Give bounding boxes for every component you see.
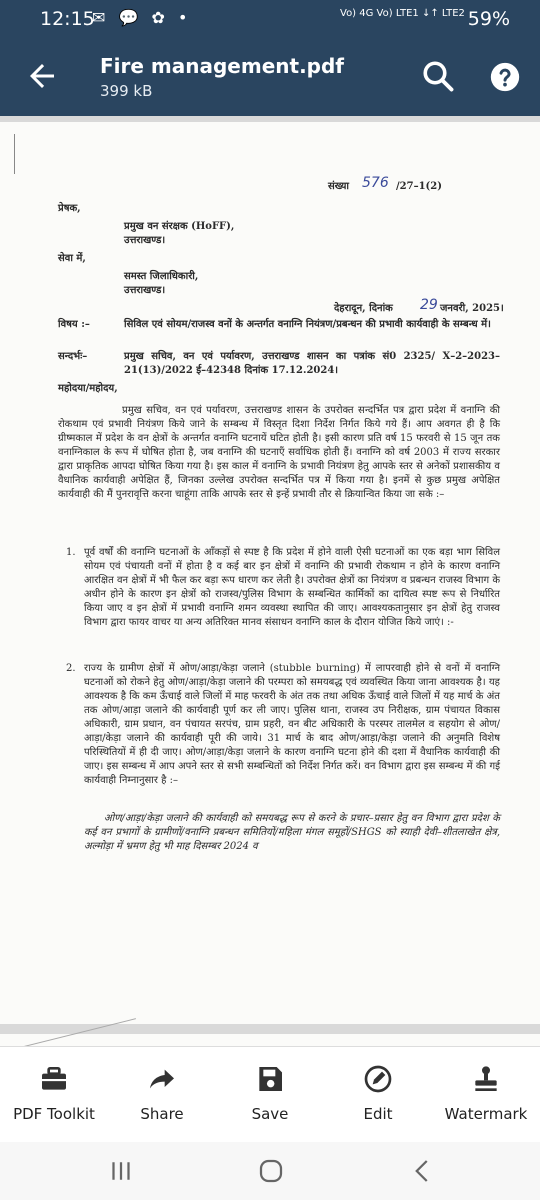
toolbox-icon bbox=[38, 1063, 70, 1095]
stamp-icon bbox=[470, 1063, 502, 1095]
help-icon[interactable] bbox=[488, 60, 522, 94]
sankhya-suffix: /27–1(2) bbox=[396, 181, 442, 192]
pdf-toolkit-button[interactable] bbox=[0, 1063, 108, 1123]
pdf-toolkit-label: PDF Toolkit bbox=[13, 1105, 95, 1123]
save-button[interactable] bbox=[216, 1063, 324, 1123]
save-label: Save bbox=[251, 1105, 289, 1123]
preshak-state: उत्तराखण्ड। bbox=[124, 235, 166, 246]
seva-label: सेवा में, bbox=[58, 253, 86, 264]
edit-button[interactable] bbox=[324, 1063, 432, 1123]
vishay-label: विषय :– bbox=[58, 319, 90, 330]
item-1-number: 1. bbox=[66, 547, 76, 558]
back-arrow-icon[interactable] bbox=[24, 58, 60, 94]
preshak-name: प्रमुख वन संरक्षक (HoFF), bbox=[124, 221, 235, 232]
status-bar bbox=[0, 0, 540, 38]
edit-icon bbox=[362, 1063, 394, 1095]
sankhya-handwritten: 576 bbox=[362, 175, 389, 191]
seva-name: समस्त जिलाधिकारी, bbox=[124, 271, 199, 282]
recents-icon[interactable] bbox=[106, 1156, 136, 1186]
bottom-toolbar bbox=[0, 1046, 540, 1143]
watermark-button[interactable] bbox=[432, 1063, 540, 1123]
preshak-label: प्रेषक, bbox=[58, 203, 81, 214]
vishay-text: सिविल एवं सोयम/राजस्व वनों के अन्तर्गत वनाग्नि नियंत्रण/प्रबन्धन की प्रभावी कार्यवाही के सम्बन्ध में। bbox=[124, 319, 491, 330]
page-mark bbox=[14, 134, 31, 174]
battery-level: 59% bbox=[467, 8, 510, 30]
sandarbh-text: प्रमुख सचिव, वन एवं पर्यावरण, उत्तराखण्ड शासन का पत्रांक सं0 2325/ X–2–2023–21(13)/2022 ई–42348 दिनांक 17.12.2024। bbox=[124, 351, 500, 376]
pdf-viewer[interactable] bbox=[0, 116, 540, 1046]
edit-label: Edit bbox=[363, 1105, 393, 1123]
network-indicator: Vo) 4G Vo) LTE1 ↓↑ LTE2 bbox=[340, 8, 465, 19]
seva-state: उत्तराखण्ड। bbox=[124, 285, 166, 296]
pdf-page-1 bbox=[0, 122, 540, 1024]
file-size: 399 kB bbox=[100, 82, 153, 100]
share-label: Share bbox=[140, 1105, 184, 1123]
date-suffix: जनवरी, 2025। bbox=[440, 303, 504, 314]
app-bar bbox=[0, 38, 540, 116]
home-icon[interactable] bbox=[256, 1156, 286, 1186]
share-icon bbox=[146, 1063, 178, 1095]
notification-icons: ✉ 💬 ✿ • bbox=[92, 8, 192, 27]
salutation: महोदया/महोदय, bbox=[58, 383, 118, 394]
date-prefix: देहरादून, दिनांक bbox=[334, 303, 393, 314]
paragraph-1: प्रमुख सचिव, वन एवं पर्यावरण, उत्तराखण्ड शासन के उपरोक्त सन्दर्भित पत्र द्वारा प्रदेश में वनाग्नि की रोकथाम एवं प्रभावी नियंत्रण किये जाने के सम्बन्ध में विस्तृत दिशा निर्देश निर्गत किये गये हैं। आप अवगत ही है कि ग्रीष्मकाल में प्रदेश के वन क्षेत्रों के अन्तर्गत वनाग्नि घटनायें घटित होती है। इसी कारण प्रति वर्ष 15 फरवरी से 15 जून तक वनाग्निकाल के रूप में घोषित होता है, जब वनाग्नि की घटनाएँ सर्वाधिक होती हैं। वनाग्नि को वर्ष 2003 में राज्य सरकार द्वारा प्राकृतिक आपदा घोषित किया गया है। इस काल में वनाग्नि के प्रभावी नियंत्रण हेतु आपके स्तर से अनेकों प्रशासकीय व वैधानिक कार्यवाही अपेक्षित हैं, जिनका उल्लेख उपरोक्त सन्दर्भित पत्र में किया गया है। इनमें से कुछ प्रमुख अपेक्षित कार्यवाही की मैं पुनरावृत्ति करना चाहूंगा ताकि आपके स्तर से इन्हें प्रभावी तौर से क्रियान्वित किया जा सके :– bbox=[58, 405, 500, 500]
italic-paragraph: ओण/आड़ा/केड़ा जलाने की कार्यवाही को समयबद्ध रूप से करने के प्रचार–प्रसार हेतु वन विभाग द्वारा प्रदेश के कई वन प्रभागों के ग्रामीणों/वनाग्नि प्रबन्धन समितियों/महिला मंगल समूहों/SHGS को स्याही देवी–शीतलाखेत क्षेत्र, अल्मोड़ा में भ्रमण हेतु भी माह दिसम्बर 2024 व bbox=[84, 813, 500, 852]
search-icon[interactable] bbox=[420, 58, 456, 94]
share-button[interactable] bbox=[108, 1063, 216, 1123]
system-nav-bar bbox=[0, 1142, 540, 1200]
date-handwritten: 29 bbox=[420, 297, 438, 313]
sankhya-label: संख्या bbox=[328, 181, 349, 192]
file-title: Fire management.pdf bbox=[100, 54, 344, 78]
nav-back-icon[interactable] bbox=[408, 1156, 438, 1186]
item-1-text: पूर्व वर्षों की वनाग्नि घटनाओं के आँकड़ों से स्पष्ट है कि प्रदेश में होने वाली ऐसी घटनाओं का एक बड़ा भाग सिविल सोयम एवं पंचायती वनों में होता है व कई बार इन क्षेत्रों में वनाग्नि की प्रभावी रोकथाम न होने के कारण वनाग्नि आरक्षित वन क्षेत्रों में भी फैल कर बड़ा रूप धारण कर लेती है। उपरोक्त क्षेत्रों का नियंत्रण व प्रबन्धन राजस्व विभाग के अधीन होने के कारण इन क्षेत्रों को राजस्व/पुलिस विभाग के सम्बन्धित कार्मिकों का दायित्व स्पष्ट रूप से निर्धारित किया जाए व इन क्षेत्रों में प्रभावी वनाग्नि शमन व्यवस्था स्थापित की जाए। आवश्यकतानुसार इन क्षेत्रों हेतु राजस्व विभाग द्वारा फायर वाचर या अन्य अतिरिक्त मानव संसाधन वनाग्नि काल के दौरान योजित किये जाएं। :- bbox=[84, 547, 500, 628]
status-time: 12:15 bbox=[40, 8, 95, 30]
item-2-text: राज्य के ग्रामीण क्षेत्रों में ओण/आड़ा/केड़ा जलाने (stubble burning) में लापरवाही होने से वनों में वनाग्नि घटनाओं को रोकने हेतु ओण/आड़ा/केड़ा जलाने की परम्परा को समयबद्ध एवं व्यवस्थित किया जाना आवश्यक है। यह आवश्यक है कि कम ऊँचाई वाले जिलों में माह फरवरी के अंत तक तथा अधिक ऊँचाई वाले जिलों में यह मार्च के अंत तक ओण/आड़ा जलाने की कार्यवाही पूर्ण कर ली जाए। पुलिस थाना, राजस्व उप निरीक्षक, ग्राम पंचायत विकास अधिकारी, ग्राम प्रधान, वन पंचायत सरपंच, ग्राम प्रहरी, वन बीट अधिकारी के परस्पर तालमेल व सहयोग से ओण/आड़ा/केड़ा जलाने की कार्यवाही पूरी की जाये। 31 मार्च के बाद ओण/आड़ा/केड़ा जलाने की अनुमति विशेष परिस्थितियों में ही दी जाए। ओण/आड़ा/केड़ा जलाने के कारण वनाग्नि घटना होने की दशा में वैधानिक कार्यवाही की जाए। इस सम्बन्ध में आप अपने स्तर से सभी सम्बन्धितों को निर्देश निर्गत करें। वन विभाग द्वारा इस सम्बन्ध में की गई कार्यवाही निम्नानुसार है :– bbox=[84, 663, 500, 786]
pdf-page-2 bbox=[0, 1034, 540, 1046]
save-icon bbox=[254, 1063, 286, 1095]
item-2-number: 2. bbox=[66, 663, 76, 674]
sandarbh-label: सन्दर्भः– bbox=[58, 351, 88, 362]
watermark-label: Watermark bbox=[444, 1105, 528, 1123]
